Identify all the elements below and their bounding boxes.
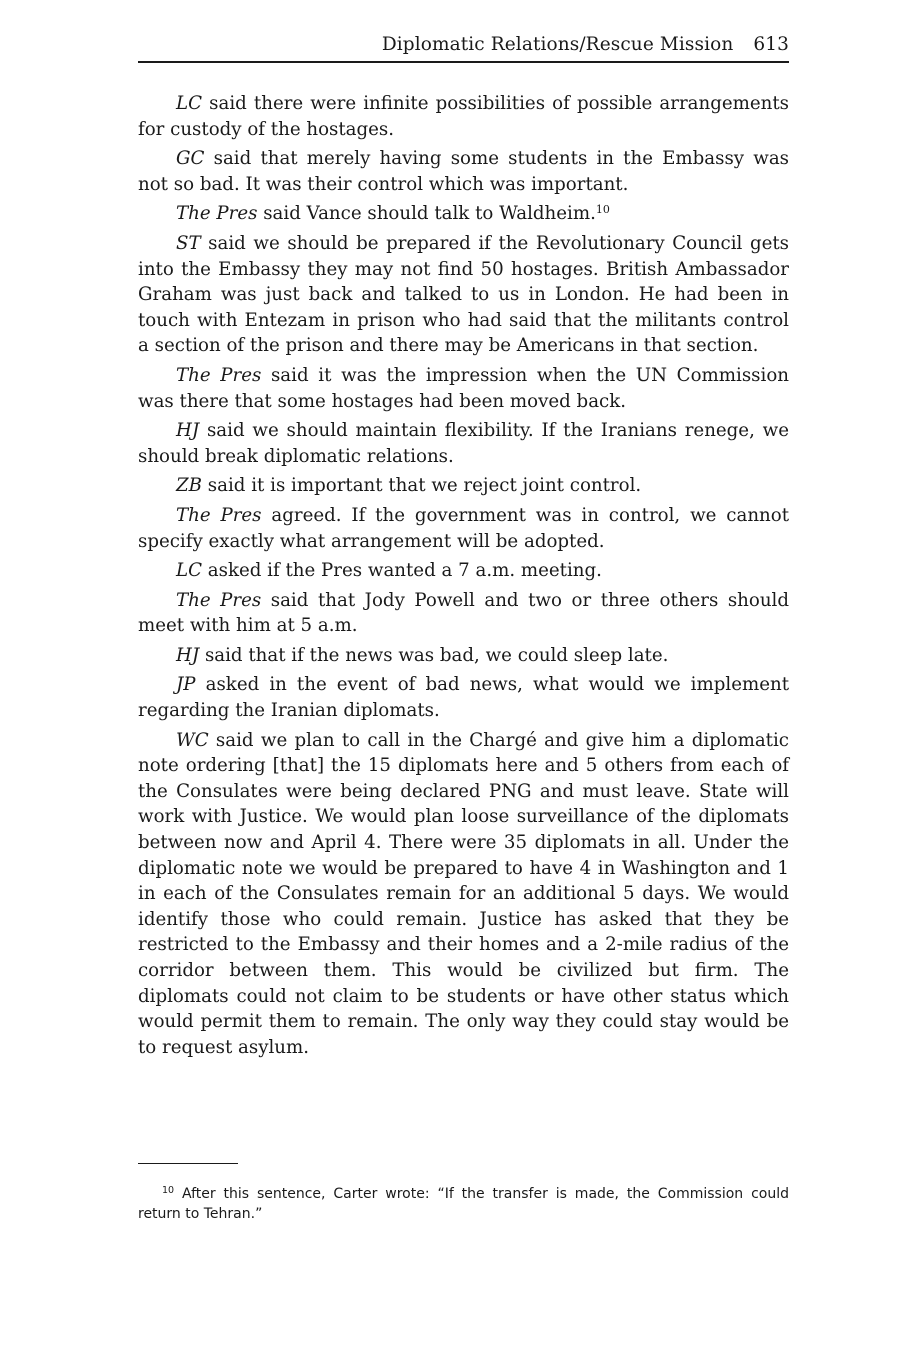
page-number: 613 xyxy=(753,34,789,55)
speaker-name: ZB xyxy=(176,475,203,497)
paragraph xyxy=(138,503,789,554)
paragraph xyxy=(138,728,789,1061)
body-text xyxy=(138,91,789,1060)
paragraph xyxy=(138,473,789,499)
paragraph-text: asked if the Pres wanted a 7 a.m. meeting. xyxy=(202,560,602,582)
paragraph-text: said that Jody Powell and two or three others should meet with him at 5 a.m. xyxy=(138,589,789,637)
speaker-name: The Pres xyxy=(176,364,262,386)
paragraph-text: said we should be prepared if the Revolutionary Council gets into the Embassy they may not find 50 hostages. British Ambassador Graham was just back and talked to us in London. He had been in touch with Entezam in prison who had said that the militants control a section of the prison and there may be Americans in that section. xyxy=(138,232,789,357)
speaker-name: JP xyxy=(176,674,196,696)
speaker-name: WC xyxy=(176,729,209,751)
paragraph-text: said we should maintain flexibility. If the Iranians renege, we should break diplomatic relations. xyxy=(138,420,789,467)
paragraph xyxy=(138,201,789,227)
paragraph-text: said that merely having some students in the Embassy was not so bad. It was their control which was important. xyxy=(138,148,789,195)
running-title: Diplomatic Relations/Rescue Mission xyxy=(381,34,734,55)
paragraph xyxy=(138,231,789,359)
paragraph xyxy=(138,418,789,469)
paragraph xyxy=(138,146,789,197)
paragraph-text: said we plan to call in the Chargé and give him a diplomatic note ordering [that] the 15 diplomats here and 5 others from each of the Consulates were being declared PNG and must leave. State will work with Justice. We would plan loose surveillance of the diplomats between now and April 4. There were 35 diplomats in all. Under the diplomatic note we would be prepared to have 4 in Washington and 1 in each of the Consulates remain for an additional 5 days. We would identify those who could remain. Justice has asked that they be restricted to the Embassy and their homes and a 2-mile radius of the corridor between them. This would be civilized but firm. The diplomats could not claim to be students or have other status which would permit them to remain. The only way they could stay would be to request asylum. xyxy=(138,729,789,1058)
speaker-name: LC xyxy=(176,93,202,114)
paragraph-text: asked in the event of bad news, what would we implement regarding the Iranian diplomats. xyxy=(138,674,789,722)
speaker-name: ST xyxy=(176,232,201,254)
paragraph xyxy=(138,558,789,584)
speaker-name: GC xyxy=(176,148,205,170)
footnote xyxy=(138,1184,789,1224)
running-header xyxy=(138,34,789,63)
paragraph-text: said that if the news was bad, we could sleep late. xyxy=(199,644,669,666)
paragraph-text: said there were infinite possibilities of possible arrangements for custody of the hostages. xyxy=(138,93,789,140)
paragraph xyxy=(138,363,789,414)
paragraph-text: agreed. If the government was in control, we cannot specify exactly what arrangement will be adopted. xyxy=(138,504,789,552)
speaker-name: The Pres xyxy=(176,504,262,526)
footnote-divider xyxy=(138,1163,238,1164)
document-page xyxy=(138,34,789,1064)
speaker-name: HJ xyxy=(176,644,200,666)
speaker-name: The Pres xyxy=(176,589,262,611)
footnote-number: 10 xyxy=(162,1185,175,1196)
footnote-reference: 10 xyxy=(595,203,610,217)
speaker-name: LC xyxy=(176,560,202,582)
paragraph xyxy=(138,91,789,142)
paragraph xyxy=(138,588,789,639)
paragraph xyxy=(138,643,789,669)
footnote-text: After this sentence, Carter wrote: “If the transfer is made, the Commission could return to Tehran.” xyxy=(138,1186,789,1222)
paragraph xyxy=(138,672,789,723)
paragraph-text: said it is important that we reject joint control. xyxy=(202,475,642,497)
speaker-name: The Pres xyxy=(176,203,258,225)
paragraph-text: said Vance should talk to Waldheim. xyxy=(257,203,596,225)
paragraph-text: said it was the impression when the UN Commission was there that some hostages had been moved back. xyxy=(138,364,789,412)
speaker-name: HJ xyxy=(176,420,200,442)
